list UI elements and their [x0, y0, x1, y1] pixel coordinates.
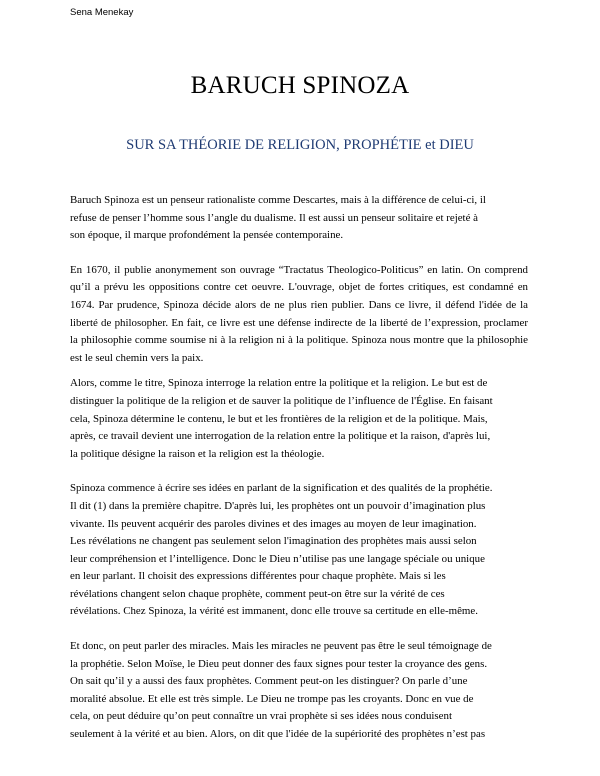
paragraph-line: Et donc, on peut parler des miracles. Mais les miracles ne peuvent pas être le seul témoignage de — [70, 640, 492, 653]
paragraph-miracles — [70, 638, 528, 744]
document-title: BARUCH SPINOZA — [190, 72, 410, 99]
paragraph-line: distinguer la politique de la religion et de sauver la politique de l’influence de l'Église. En faisant — [70, 394, 493, 407]
paragraph-line: refuse de penser l’homme sous l’angle du dualisme. Il est aussi un penseur solitaire et rejeté à — [70, 211, 478, 224]
paragraph-line: cela, Spinoza détermine le contenu, le but et les frontières de la religion et de la politique. Mais, — [70, 412, 488, 425]
paragraph-line: la prophétie. Selon Moïse, le Dieu peut donner des faux signes pour tester la croyance des gens. — [70, 657, 488, 670]
paragraph-line: cela, on peut déduire qu’on peut connaître un vrai prophète si ses idées nous conduisent — [70, 710, 452, 723]
paragraph-line: après, ce travail devient une interrogation de la relation entre la politique et la raison, d'après lui, — [70, 430, 491, 443]
paragraph-line: la politique désigne la raison et la religion est la théologie. — [70, 447, 325, 460]
paragraph-line: leur compréhension et l’intelligence. Donc le Dieu n’utilise pas une langage spéciale ou unique — [70, 552, 485, 565]
header-author: Sena Menekay — [70, 7, 134, 18]
paragraph-line: On sait qu’il y a aussi des faux prophètes. Comment peut-on les distinguer? On parle d’une — [70, 675, 468, 688]
paragraph-line: Baruch Spinoza est un penseur rationaliste comme Descartes, mais à la différence de celui-ci, il — [70, 194, 486, 206]
paragraph-line: révélations changent selon chaque prophète, comment peut-on être sur la vérité de ces — [70, 587, 445, 600]
paragraph-line: Il dit (1) dans la première chapitre. D'après lui, les prophètes ont un pouvoir d’imagination plus — [70, 499, 486, 512]
paragraph-line: Alors, comme le titre, Spinoza interroge la relation entre la politique et la religion. Le but est de — [70, 377, 488, 390]
paragraph-line: seulement à la vérité et au bien. Alors, on dit que l'idée de la supériorité des prophètes n’est pas — [70, 728, 486, 741]
document-subtitle: SUR SA THÉORIE DE RELIGION, PROPHÉTIE et DIEU — [126, 137, 474, 153]
paragraph-prophecy — [70, 480, 528, 621]
paragraph-intro — [70, 192, 528, 245]
paragraph-line: Spinoza commence à écrire ses idées en parlant de la signification et des qualités de la prophétie. — [70, 482, 493, 495]
paragraph-tractatus: En 1670, il publie anonymement son ouvrage “Tractatus Theologico-Politicus” en latin. On comprend qu’il a prévu les oppositions contre cet oeuvre. L'ouvrage, objet de fortes critiques, est condamné en 1674. Par prudence, Spinoza décide alors de ne plus rien publier. Dans ce livre, il défend l'idée de la liberté de philosopher. En fait, ce livre est une défense indirecte de la liberté de l’expression, proclamer la philosophie comme soumise ni à la religion ni à la politique. Spinoza nous montre que la philosophie est le seul chemin vers la paix. — [70, 263, 528, 364]
paragraph-line: en leur parlant. Il choisit des expressions différentes pour chaque prophète. Mais si les — [70, 570, 446, 583]
paragraph-line: Les révélations ne changent pas seulement selon l'imagination des prophètes mais aussi selon — [70, 535, 477, 548]
document-body — [70, 192, 528, 744]
paragraph-line: révélations. Chez Spinoza, la vérité est immanent, donc elle trouve sa certitude en elle-même. — [70, 605, 478, 618]
paragraph-line: son époque, il marque profondément la pensée contemporaine. — [70, 229, 344, 242]
paragraph-politics-religion — [70, 375, 528, 463]
paragraph-line: moralité absolue. Et elle est très simple. Le Dieu ne trompe pas les croyants. Donc en vue de — [70, 692, 474, 705]
paragraph-line: vivante. Ils peuvent acquérir des paroles divines et des images au moyen de leur imagination. — [70, 517, 477, 530]
